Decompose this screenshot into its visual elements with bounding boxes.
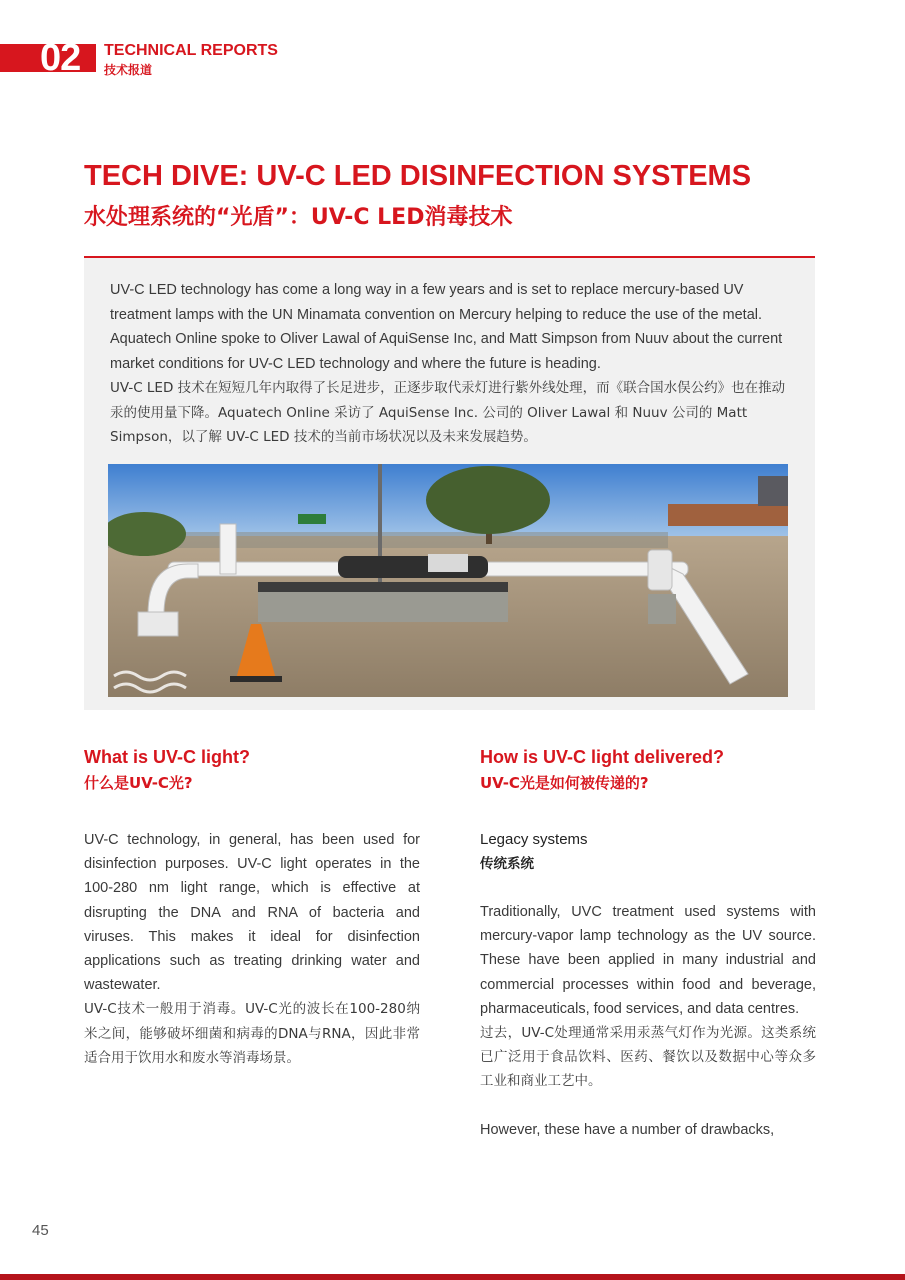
article-title-zh: 水处理系统的“光盾”：UV-C LED消毒技术 xyxy=(84,205,513,230)
section-heading-zh: 什么是UV-C光? xyxy=(84,774,193,792)
section-title-en: TECHNICAL REPORTS xyxy=(104,42,278,59)
intro-paragraph-en: UV-C LED technology has come a long way in a few years and is set to replace mercury-based UV treatment lamps with the UN Minamata convention on Mercury helping to reduce the use of the metal. Aquatech Online spoke to Oliver Lawal of AquiSense Inc, and Matt Simpson from Nuuv about the current market conditions for UV-C LED technology and where the future is heading. xyxy=(110,282,783,372)
article-title-en: TECH DIVE: UV-C LED DISINFECTION SYSTEMS xyxy=(84,160,752,192)
uv-system-photo xyxy=(108,464,788,697)
section-number: 02 xyxy=(40,37,81,79)
intro-paragraph-zh: UV-C LED 技术在短短几年内取得了长足进步，正逐步取代汞灯进行紫外线处理，而《联合国水俣公约》也在推动汞的使用量下降。Aquatech Online 采访了 AquiSense Inc. 公司的 Oliver Lawal 和 Nuuv 公司的 Matt Simpson，以了解 UV-C LED 技术的当前市场状况以及未来发展趋势。 xyxy=(110,380,786,445)
right-column xyxy=(480,744,816,1142)
page-number: 45 xyxy=(32,1222,49,1239)
subheading-zh: 传统系统 xyxy=(480,856,534,872)
body-paragraph-en: UV-C technology, in general, has been used for disinfection purposes. UV-C light operates in the 100-280 nm light range, which is effective at disrupting the DNA and RNA of bacteria and viruses. This makes it ideal for disinfection applications such as treating drinking water and wastewater. xyxy=(84,832,420,994)
body-paragraph-zh: UV-C技术一般用于消毒。UV-C光的波长在100-280纳米之间，能够破坏细菌和病毒的DNA与RNA，因此非常适合用于饮用水和废水等消毒场景。 xyxy=(84,1001,420,1066)
body-paragraph-en-2: However, these have a number of drawbacks, xyxy=(480,1121,775,1138)
section-title-zh: 技术报道 xyxy=(104,63,153,77)
body-paragraph-zh: 过去，UV-C处理通常采用汞蒸气灯作为光源。这类系统已广泛用于食品饮料、医药、餐饮以及数据中心等众多工业和商业工艺中。 xyxy=(480,1025,816,1090)
intro-box xyxy=(84,256,815,710)
intro-text xyxy=(110,278,790,450)
section-heading-zh: UV-C光是如何被传递的? xyxy=(480,774,649,792)
section-heading-en: How is UV-C light delivered? xyxy=(480,747,725,767)
left-column xyxy=(84,744,420,1070)
section-heading-en: What is UV-C light? xyxy=(84,747,250,767)
body-paragraph-en: Traditionally, UVC treatment used systems with mercury-vapor lamp technology as the UV source. These have been applied in many industrial and commercial processes within food and beverage, pharmaceuticals, food services, and data centres. xyxy=(480,904,816,1017)
subheading-en: Legacy systems xyxy=(480,831,588,848)
footer-red-bar xyxy=(0,1274,905,1280)
